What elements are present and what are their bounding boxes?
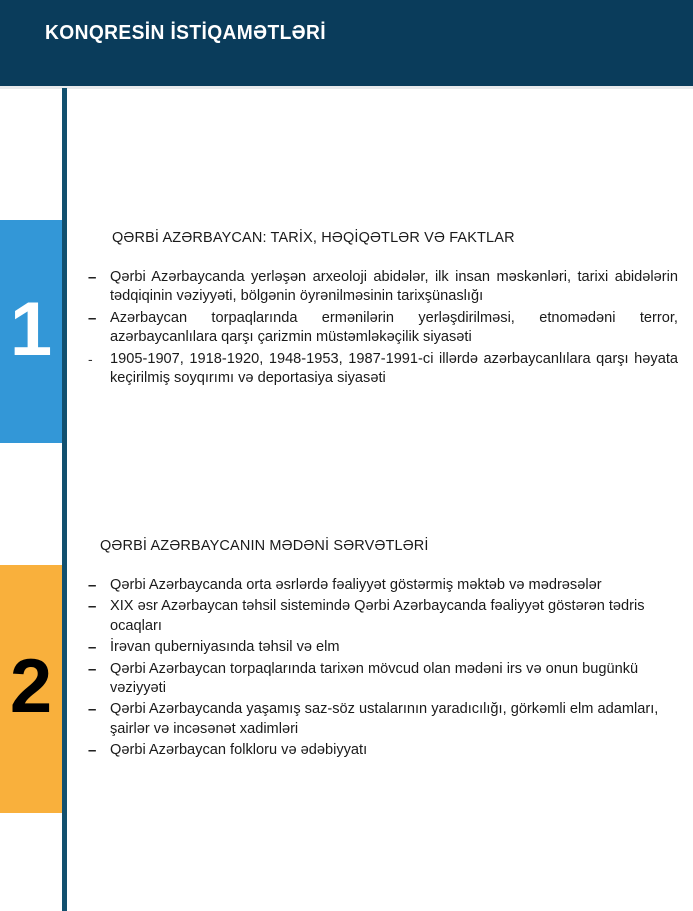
list-item-text: Qərbi Azərbaycanda yaşamış saz-söz ustalarının yaradıcılığı, görkəmli elm adamları, şairlər və incəsənət xadimləri xyxy=(110,701,659,737)
list-item xyxy=(80,576,678,595)
section-2 xyxy=(80,538,678,763)
list-item xyxy=(80,350,678,389)
list-item-text: Qərbi Azərbaycan folkloru və ədəbiyyatı xyxy=(110,742,368,759)
section-1-bullet-list xyxy=(80,268,678,388)
bullet-dash-icon: – xyxy=(88,269,97,286)
list-item xyxy=(80,597,678,636)
section-2-title: QƏRBİ AZƏRBAYCANIN MƏDƏNİ SƏRVƏTLƏRİ xyxy=(100,538,429,554)
list-item xyxy=(80,638,678,657)
list-item-text: Qərbi Azərbaycanda orta əsrlərdə fəaliyyət göstərmiş məktəb və mədrəsələr xyxy=(110,577,602,593)
bullet-dash-icon: – xyxy=(88,701,97,719)
list-item-text: Azərbaycan torpaqlarında ermənilərin yerləşdirilməsi, etnomədəni terror, azərbaycanlılara qarşı çarizmin müstəmləkəçilik siyasəti xyxy=(110,309,678,346)
section-2-bullet-list xyxy=(80,576,678,761)
bullet-dash-icon: - xyxy=(88,350,93,367)
section-number-block-2 xyxy=(0,565,62,813)
list-item xyxy=(80,309,678,348)
list-item-text: İrəvan quberniyasında təhsil və elm xyxy=(110,639,340,656)
bullet-dash-icon: – xyxy=(88,598,97,616)
header-underline-divider xyxy=(0,86,693,89)
bullet-dash-icon: – xyxy=(88,742,97,760)
list-item xyxy=(80,741,678,760)
bullet-dash-icon: – xyxy=(88,660,97,678)
header-bar xyxy=(0,0,693,86)
list-item-text: Qərbi Azərbaycanda yerləşən arxeoloji abidələr, ilk insan məskənləri, tarixi abidələrin tədqiqinin vəziyyəti, bölgənin öyrənilməsinin tarixşünaslığı xyxy=(110,269,678,305)
bullet-dash-icon: – xyxy=(88,577,97,594)
section-number-block-1 xyxy=(0,220,62,443)
bullet-dash-icon: – xyxy=(88,639,97,657)
vertical-rail-divider xyxy=(62,88,67,911)
list-item xyxy=(80,700,678,739)
section-1-title: QƏRBİ AZƏRBAYCAN: TARİX, HƏQİQƏTLƏR VƏ FAKTLAR xyxy=(112,230,515,246)
list-item-text: 1905-1907, 1918-1920, 1948-1953, 1987-1991-ci illərdə azərbaycanlılara qarşı həyata keçirilmiş soyqırımı və deportasiya siyasəti xyxy=(110,350,678,387)
section-number-1: 1 xyxy=(9,286,53,372)
list-item-text: XIX əsr Azərbaycan təhsil sistemində Qərbi Azərbaycanda fəaliyyət göstərən tədris ocaqları xyxy=(110,598,645,634)
list-item-text: Qərbi Azərbaycan torpaqlarında tarixən mövcud olan mədəni irs və onun bugünkü vəziyyəti xyxy=(110,660,639,697)
list-item xyxy=(80,268,678,307)
page-title: KONQRESİN İSTİQAMƏTLƏRİ xyxy=(45,22,326,44)
section-1 xyxy=(80,230,678,390)
list-item xyxy=(80,660,678,699)
section-number-2: 2 xyxy=(9,644,53,729)
bullet-dash-icon: – xyxy=(88,309,97,327)
